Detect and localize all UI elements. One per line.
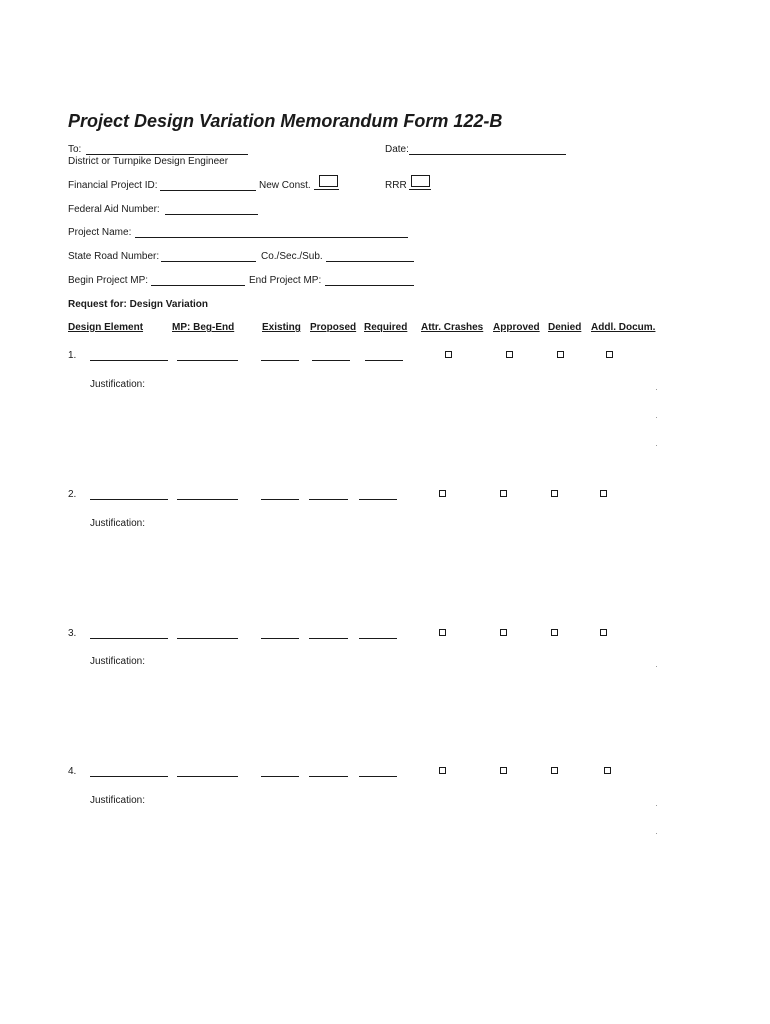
state-road-label: State Road Number: [68, 251, 160, 262]
scan-dot [656, 805, 657, 806]
rrr-underline [409, 189, 431, 190]
date-field[interactable] [409, 154, 566, 155]
financial-project-label: Financial Project ID: [68, 180, 158, 191]
justification-label: Justification: [90, 795, 146, 806]
justification-label: Justification: [90, 518, 146, 529]
co-sec-sub-label: Co./Sec./Sub. [261, 251, 323, 262]
attr-crashes-checkbox[interactable] [445, 351, 452, 358]
proposed-field[interactable] [309, 638, 348, 639]
header-addl-docum: Addl. Docum. [591, 322, 656, 333]
justification-label: Justification: [90, 656, 146, 667]
required-field[interactable] [359, 499, 397, 500]
new-const-underline [314, 189, 339, 190]
approved-checkbox[interactable] [500, 767, 507, 774]
to-sub-label: District or Turnpike Design Engineer [68, 156, 229, 167]
approved-checkbox[interactable] [500, 490, 507, 497]
addl-docum-checkbox[interactable] [600, 629, 607, 636]
design-element-field[interactable] [90, 499, 168, 500]
justification-label: Justification: [90, 379, 146, 390]
denied-checkbox[interactable] [551, 767, 558, 774]
required-field[interactable] [359, 638, 397, 639]
addl-docum-checkbox[interactable] [606, 351, 613, 358]
end-mp-label: End Project MP: [249, 275, 322, 286]
header-proposed: Proposed [310, 322, 357, 333]
rrr-label: RRR [385, 180, 407, 191]
attr-crashes-checkbox[interactable] [439, 490, 446, 497]
header-denied: Denied [548, 322, 582, 333]
row-number: 2. [68, 489, 77, 500]
attr-crashes-checkbox[interactable] [439, 629, 446, 636]
header-existing: Existing [262, 322, 301, 333]
new-const-label: New Const. [259, 180, 311, 191]
row-number: 3. [68, 628, 77, 639]
begin-mp-label: Begin Project MP: [68, 275, 149, 286]
existing-field[interactable] [261, 638, 299, 639]
denied-checkbox[interactable] [557, 351, 564, 358]
to-label: To: [68, 144, 82, 155]
scan-dot [656, 389, 657, 390]
addl-docum-checkbox[interactable] [604, 767, 611, 774]
mp-beg-end-field[interactable] [177, 776, 238, 777]
existing-field[interactable] [261, 499, 299, 500]
request-label: Request for: Design Variation [68, 299, 209, 310]
federal-aid-label: Federal Aid Number: [68, 204, 160, 215]
federal-aid-field[interactable] [165, 214, 258, 215]
approved-checkbox[interactable] [506, 351, 513, 358]
scan-dot [656, 833, 657, 834]
mp-beg-end-field[interactable] [177, 499, 238, 500]
date-label: Date: [385, 144, 409, 155]
to-field[interactable] [86, 154, 248, 155]
denied-checkbox[interactable] [551, 629, 558, 636]
scan-dot [656, 445, 657, 446]
proposed-field[interactable] [312, 360, 350, 361]
approved-checkbox[interactable] [500, 629, 507, 636]
rrr-checkbox[interactable] [411, 175, 430, 187]
header-approved: Approved [493, 322, 540, 333]
proposed-field[interactable] [309, 499, 348, 500]
financial-project-field[interactable] [160, 190, 256, 191]
row-number: 1. [68, 350, 77, 361]
scan-dot [656, 666, 657, 667]
state-road-field[interactable] [161, 261, 256, 262]
design-element-field[interactable] [90, 776, 168, 777]
co-sec-sub-field[interactable] [326, 261, 414, 262]
scan-dot [656, 417, 657, 418]
header-attr-crashes: Attr. Crashes [421, 322, 484, 333]
design-element-field[interactable] [90, 638, 168, 639]
header-required: Required [364, 322, 408, 333]
header-design-element: Design Element [68, 322, 144, 333]
new-const-checkbox[interactable] [319, 175, 338, 187]
existing-field[interactable] [261, 360, 299, 361]
attr-crashes-checkbox[interactable] [439, 767, 446, 774]
design-element-field[interactable] [90, 360, 168, 361]
addl-docum-checkbox[interactable] [600, 490, 607, 497]
begin-mp-field[interactable] [151, 285, 245, 286]
row-number: 4. [68, 766, 77, 777]
denied-checkbox[interactable] [551, 490, 558, 497]
project-name-field[interactable] [135, 237, 408, 238]
header-mp-beg-end: MP: Beg-End [172, 322, 235, 333]
form-title: Project Design Variation Memorandum Form 122-B [68, 111, 503, 131]
mp-beg-end-field[interactable] [177, 638, 238, 639]
existing-field[interactable] [261, 776, 299, 777]
required-field[interactable] [359, 776, 397, 777]
required-field[interactable] [365, 360, 403, 361]
proposed-field[interactable] [309, 776, 348, 777]
end-mp-field[interactable] [325, 285, 414, 286]
mp-beg-end-field[interactable] [177, 360, 238, 361]
project-name-label: Project Name: [68, 227, 132, 238]
